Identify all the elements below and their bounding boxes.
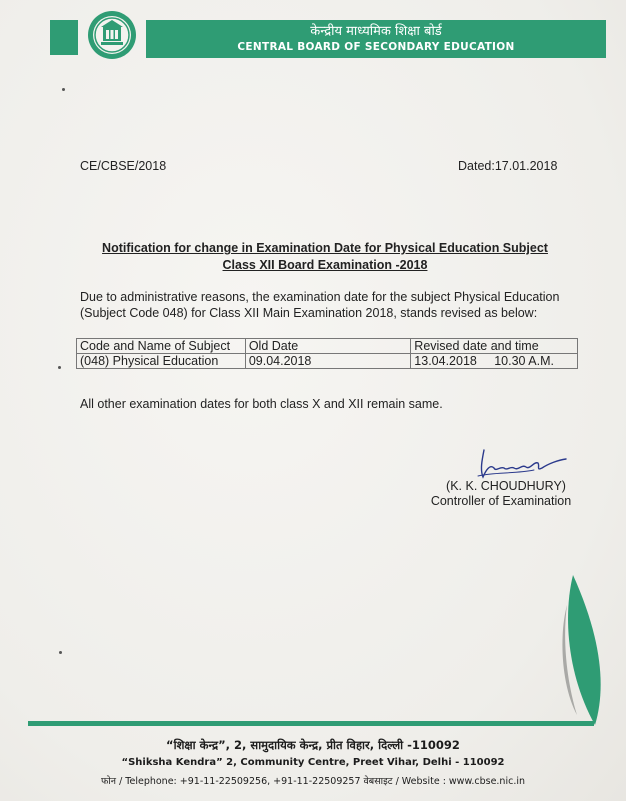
- table-cell: 13.04.2018 10.30 A.M.: [411, 354, 578, 369]
- footer-hindi-address: “शिक्षा केन्द्र”, 2, सामुदायिक केन्द्र, प्रीत विहार, दिल्ली -110092: [166, 738, 460, 752]
- signatory-name: (K. K. CHOUDHURY): [446, 479, 566, 493]
- table-header-cell: Old Date: [245, 339, 410, 354]
- other-dates-note: All other examination dates for both class X and XII remain same.: [80, 397, 443, 411]
- header-hindi-name: केन्द्रीय माध्यमिक शिक्षा बोर्ड: [310, 24, 442, 39]
- notification-title: [70, 240, 580, 274]
- scan-speck: [58, 366, 61, 369]
- title-line-2: Class XII Board Examination -2018: [222, 258, 428, 272]
- paragraph-line-1: Due to administrative reasons, the examination date for the subject Physical Education: [80, 290, 560, 304]
- table-row: [77, 354, 578, 369]
- exam-date-table: [76, 338, 578, 369]
- header-band: [146, 20, 606, 58]
- header-left-bar: [50, 20, 78, 55]
- notification-paragraph: [80, 289, 580, 321]
- scan-speck: [62, 88, 65, 91]
- title-line-1: Notification for change in Examination Date for Physical Education Subject: [102, 241, 548, 255]
- signature-icon: [474, 446, 574, 482]
- scan-speck: [59, 651, 62, 654]
- footer-contact: फोन / Telephone: +91-11-22509256, +91-11-22509257 वेबसाइट / Website : www.cbse.nic.in: [101, 776, 525, 787]
- table-cell: 09.04.2018: [245, 354, 410, 369]
- signatory-designation: Controller of Examination: [430, 494, 572, 508]
- footer-divider: [28, 721, 594, 726]
- reference-number: CE/CBSE/2018: [80, 159, 167, 173]
- cbse-logo-icon: [86, 9, 138, 61]
- letter-date: Dated:17.01.2018: [458, 159, 558, 173]
- leaf-decoration-icon: [555, 575, 610, 735]
- header-english-name: CENTRAL BOARD OF SECONDARY EDUCATION: [237, 41, 515, 53]
- table-cell: (048) Physical Education: [77, 354, 246, 369]
- table-header-row: [77, 339, 578, 354]
- table-header-cell: Revised date and time: [411, 339, 578, 354]
- footer-english-address: “Shiksha Kendra” 2, Community Centre, Preet Vihar, Delhi - 110092: [121, 757, 505, 768]
- table-header-cell: Code and Name of Subject: [77, 339, 246, 354]
- signatory-block: [430, 479, 576, 509]
- paragraph-line-2: (Subject Code 048) for Class XII Main Examination 2018, stands revised as below:: [80, 306, 538, 320]
